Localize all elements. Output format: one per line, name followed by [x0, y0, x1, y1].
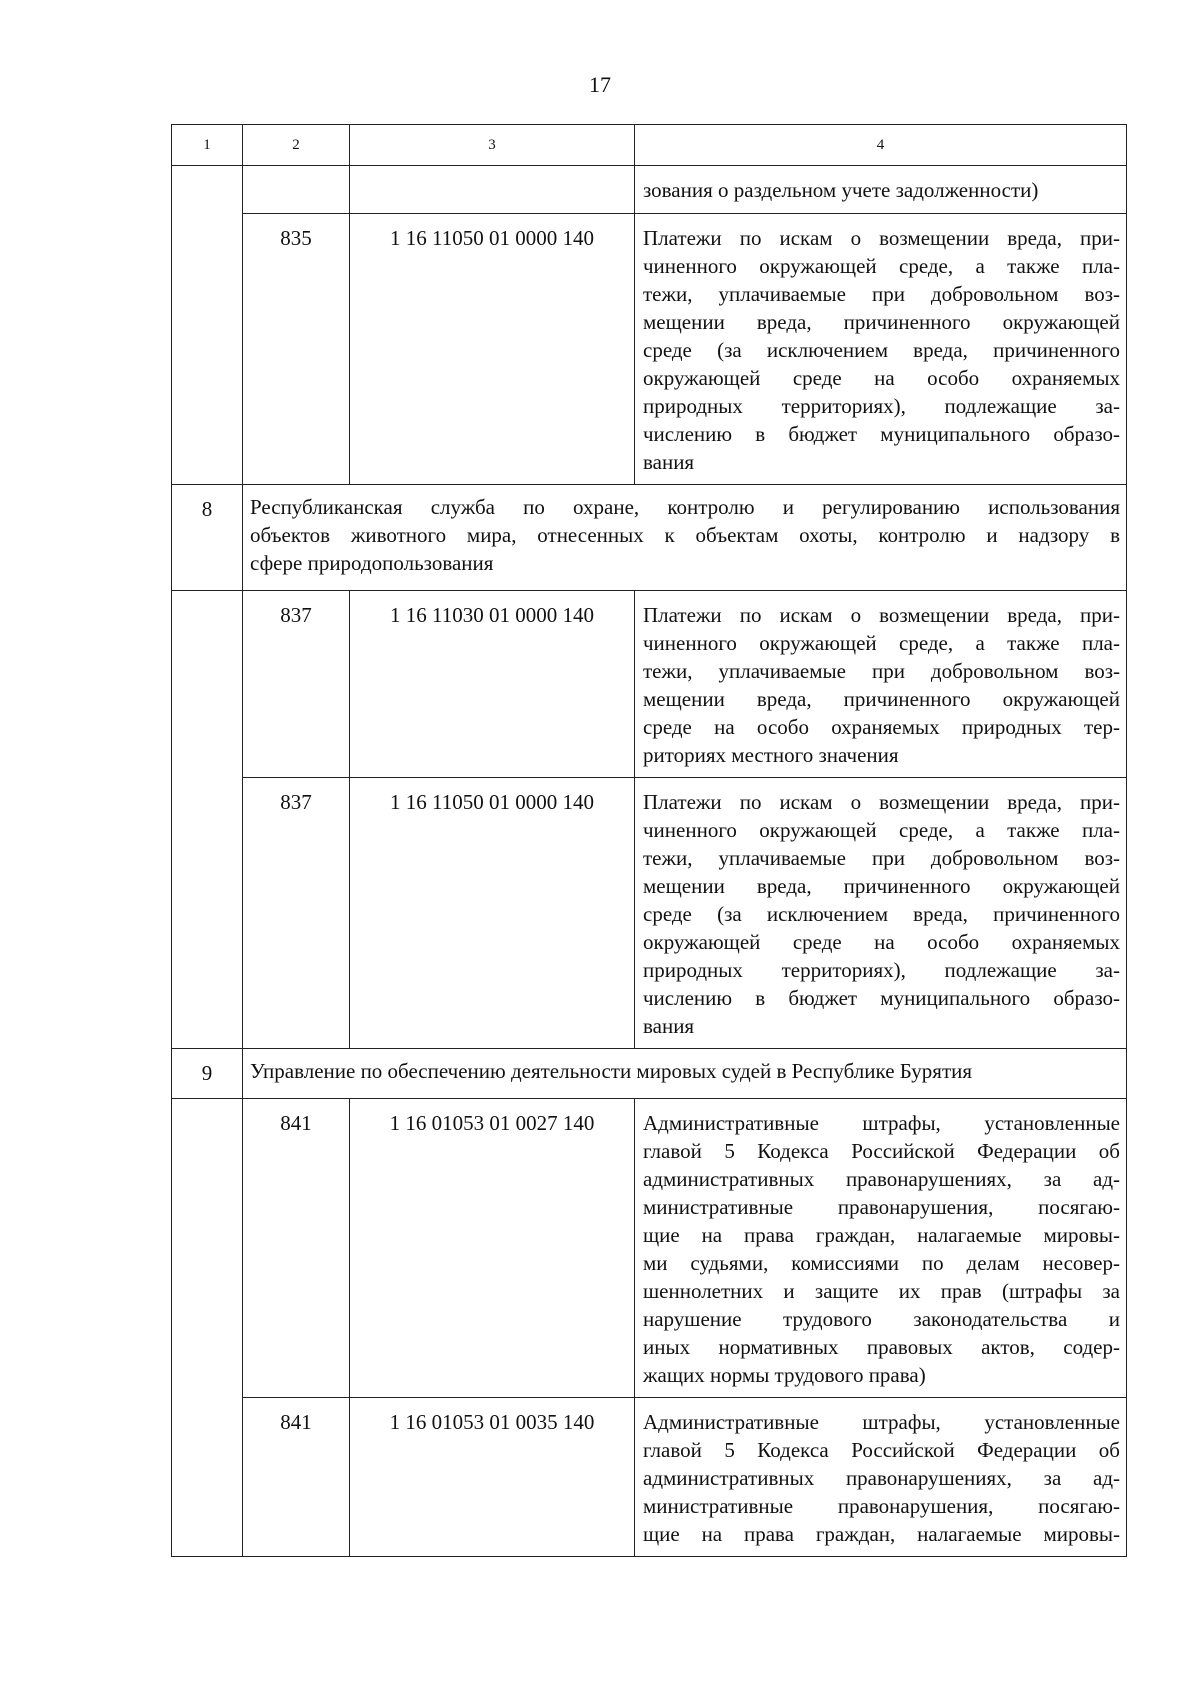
- row-description: [635, 591, 1127, 778]
- table-row: [172, 778, 1127, 1049]
- description-line: Административные штрафы, установленные: [643, 1410, 1120, 1434]
- description-line: министративные правонарушения, посягаю-: [643, 1494, 1120, 1518]
- row-description: [635, 1099, 1127, 1398]
- header-col-3: 3: [350, 125, 635, 166]
- group-index-cell: [172, 1099, 243, 1557]
- description-line: жащих нормы трудового права): [643, 1363, 926, 1387]
- group-title-line: Республиканская служба по охране, контролю и регулированию использования: [250, 495, 1120, 519]
- description-line: тежи, уплачиваемые при добровольном воз-: [643, 659, 1120, 683]
- header-row: [172, 125, 1127, 166]
- description-line: природных территориях), подлежащие за-: [643, 958, 1120, 982]
- description-line: ми судьями, комиссиями по делам несовер-: [643, 1251, 1120, 1275]
- group-index-cell: [172, 166, 243, 485]
- description-line: тежи, уплачиваемые при добровольном воз-: [643, 846, 1120, 870]
- description-line: среде (за исключением вреда, причиненного: [643, 338, 1120, 362]
- header-col-4: 4: [635, 125, 1127, 166]
- description-line: министративные правонарушения, посягаю-: [643, 1195, 1120, 1219]
- group-index: 8: [172, 485, 243, 591]
- continuation-row: [172, 166, 1127, 214]
- description-line: нарушение трудового законодательства и: [643, 1307, 1120, 1331]
- group-title: [243, 1049, 1127, 1099]
- description-line: чиненного окружающей среде, а также пла-: [643, 631, 1120, 655]
- description-line: числению в бюджет муниципального образо-: [643, 986, 1120, 1010]
- table-row: [172, 1099, 1127, 1398]
- group-index: 9: [172, 1049, 243, 1099]
- description-line: среде (за исключением вреда, причиненного: [643, 902, 1120, 926]
- admin-code: 835: [243, 214, 350, 485]
- description-line: главой 5 Кодекса Российской Федерации об: [643, 1139, 1120, 1163]
- description-line: Административные штрафы, установленные: [643, 1111, 1120, 1135]
- description-line: административных правонарушениях, за ад-: [643, 1466, 1120, 1490]
- description-line: чиненного окружающей среде, а также пла-: [643, 818, 1120, 842]
- row-description: [635, 1398, 1127, 1557]
- header-col-2: 2: [243, 125, 350, 166]
- kbk-cell: [350, 166, 635, 214]
- description-line: тежи, уплачиваемые при добровольном воз-: [643, 282, 1120, 306]
- table-row: [172, 214, 1127, 485]
- description-line: окружающей среде на особо охраняемых: [643, 930, 1120, 954]
- page-number: 17: [589, 72, 611, 97]
- description-line: щие на права граждан, налагаемые мировы-: [643, 1223, 1120, 1247]
- admin-code: 837: [243, 778, 350, 1049]
- description-line: Платежи по искам о возмещении вреда, при-: [643, 790, 1120, 814]
- group-title-line: объектов животного мира, отнесенных к объектам охоты, контролю и надзору в: [250, 523, 1120, 547]
- description-line: мещении вреда, причиненного окружающей: [643, 310, 1120, 334]
- group-title: [243, 485, 1127, 591]
- group-title-line: Управление по обеспечению деятельности мировых судей в Республике Бурятия: [250, 1059, 973, 1083]
- group-header-row: [172, 485, 1127, 591]
- description-line: числению в бюджет муниципального образо-: [643, 422, 1120, 446]
- kbk-code: 1 16 11050 01 0000 140: [350, 778, 635, 1049]
- description-line: Платежи по искам о возмещении вреда, при-: [643, 226, 1120, 250]
- description-line: вания: [643, 1014, 695, 1038]
- description-line: иных нормативных правовых актов, содер-: [643, 1335, 1120, 1359]
- kbk-code: 1 16 01053 01 0035 140: [350, 1398, 635, 1557]
- continuation-text: зования о раздельном учете задолженности): [635, 166, 1127, 214]
- kbk-code: 1 16 11050 01 0000 140: [350, 214, 635, 485]
- description-line: административных правонарушениях, за ад-: [643, 1167, 1120, 1191]
- description-line: щие на права граждан, налагаемые мировы-: [643, 1522, 1120, 1546]
- admin-code: 841: [243, 1398, 350, 1557]
- group-title-line: сфере природопользования: [250, 551, 494, 575]
- admin-code: 841: [243, 1099, 350, 1398]
- row-description: [635, 214, 1127, 485]
- description-line: мещении вреда, причиненного окружающей: [643, 874, 1120, 898]
- description-line: риториях местного значения: [643, 743, 899, 767]
- description-line: чиненного окружающей среде, а также пла-: [643, 254, 1120, 278]
- group-index-cell: [172, 591, 243, 1049]
- description-line: окружающей среде на особо охраняемых: [643, 366, 1120, 390]
- description-line: среде на особо охраняемых природных тер-: [643, 715, 1120, 739]
- table-row: [172, 1398, 1127, 1557]
- kbk-code: 1 16 11030 01 0000 140: [350, 591, 635, 778]
- row-description: [635, 778, 1127, 1049]
- description-line: шеннолетних и защите их прав (штрафы за: [643, 1279, 1120, 1303]
- revenue-codes-table: [171, 124, 1127, 1557]
- description-line: мещении вреда, причиненного окружающей: [643, 687, 1120, 711]
- admin-code-cell: [243, 166, 350, 214]
- header-col-1: 1: [172, 125, 243, 166]
- description-line: природных территориях), подлежащие за-: [643, 394, 1120, 418]
- description-line: главой 5 Кодекса Российской Федерации об: [643, 1438, 1120, 1462]
- description-line: вания: [643, 450, 695, 474]
- table-row: [172, 591, 1127, 778]
- kbk-code: 1 16 01053 01 0027 140: [350, 1099, 635, 1398]
- admin-code: 837: [243, 591, 350, 778]
- group-header-row: [172, 1049, 1127, 1099]
- description-line: Платежи по искам о возмещении вреда, при-: [643, 603, 1120, 627]
